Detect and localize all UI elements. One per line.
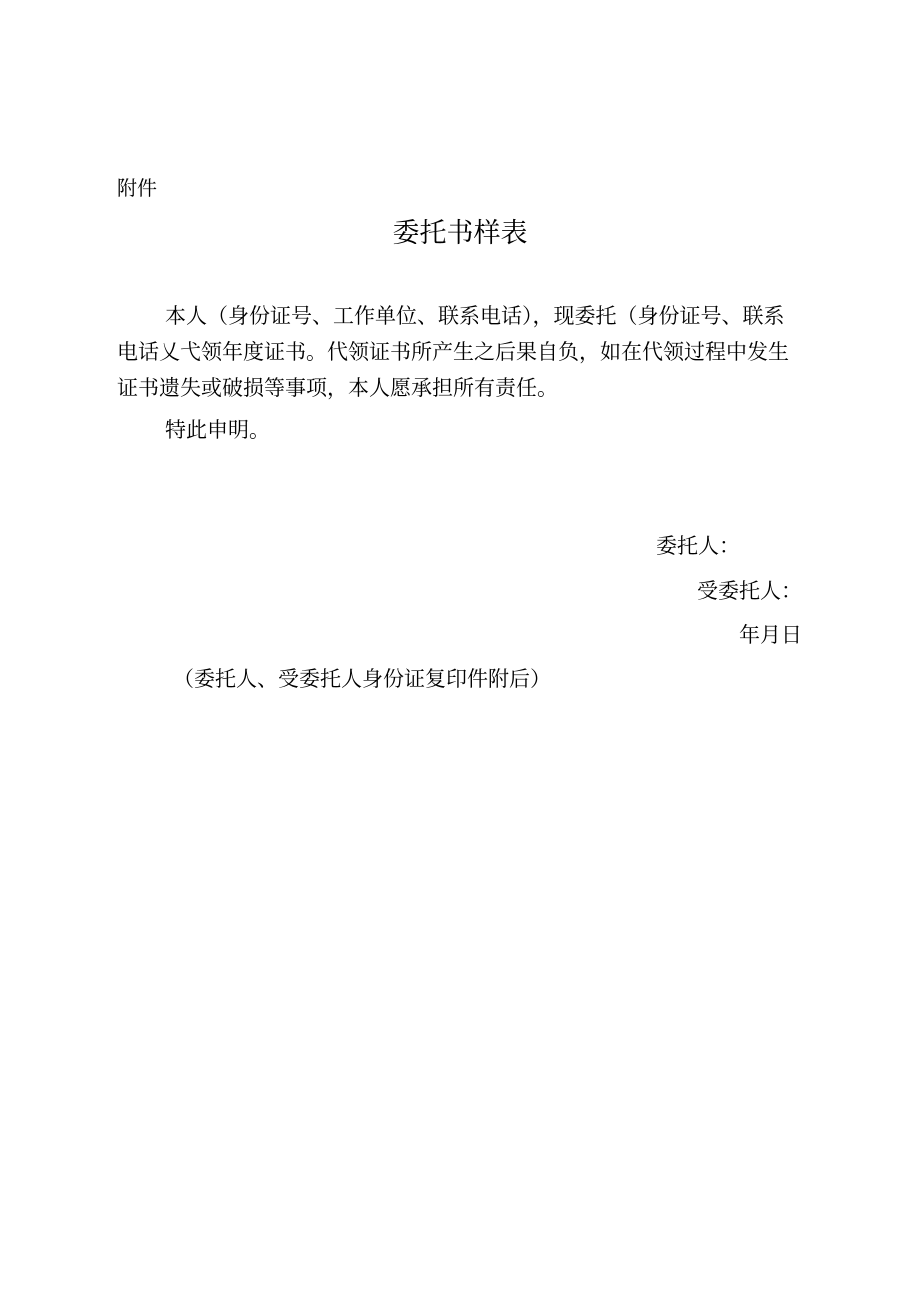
date-label: 年月日 xyxy=(739,623,802,647)
declaration-paragraph: 特此申明。 xyxy=(165,418,270,442)
agent-signature-label: 受委托人： xyxy=(697,579,802,603)
document-body xyxy=(117,298,805,448)
document-title: 委托书样表 xyxy=(392,218,528,249)
attachment-note: （委托人、受委托人身份证复印件附后） xyxy=(173,667,551,691)
body-paragraph: 本人（身份证号、工作单位、联系电话），现委托（身份证号、联系电话乂弋领年度证书。代领证书所产生之后果自负，如在代领过程中发生证书遗失或破损等事项，本人愿承担所有责任。 xyxy=(117,304,789,400)
principal-signature-label: 委托人： xyxy=(656,534,740,558)
attachment-label: 附件 xyxy=(117,176,157,200)
